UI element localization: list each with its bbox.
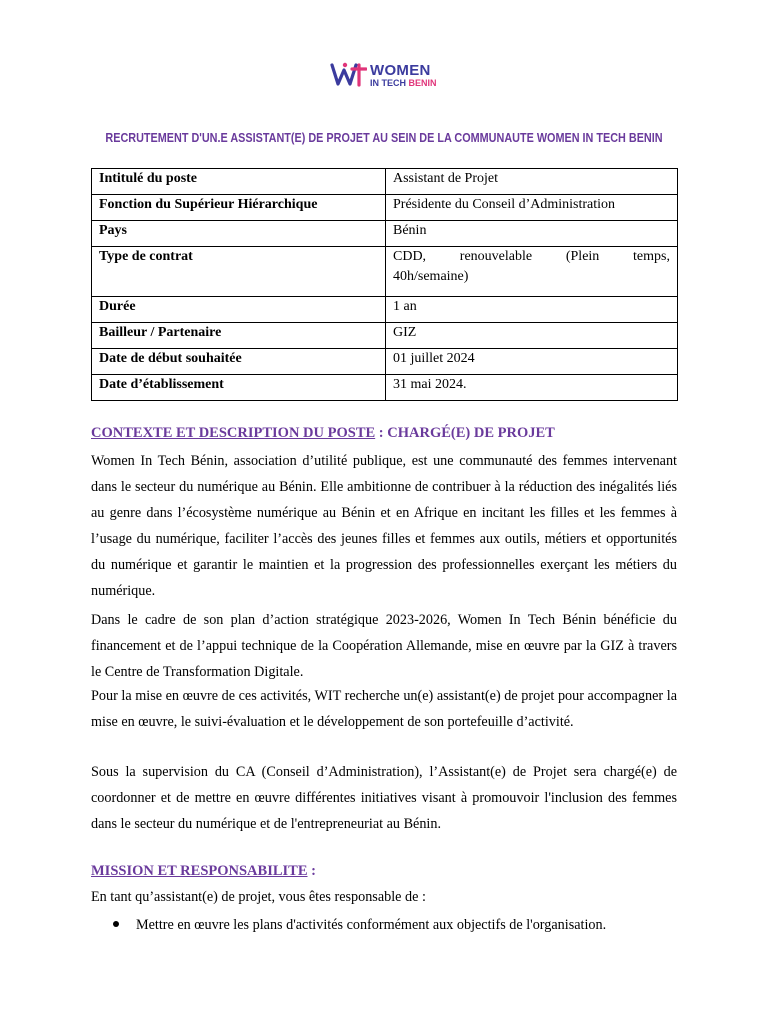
table-value: 01 juillet 2024 — [386, 349, 678, 375]
table-key: Bailleur / Partenaire — [92, 323, 386, 349]
table-key: Date d’établissement — [92, 375, 386, 401]
table-value: 31 mai 2024. — [386, 375, 678, 401]
table-row — [92, 323, 678, 349]
table-row — [92, 221, 678, 247]
table-value: Bénin — [386, 221, 678, 247]
wit-logo-icon — [329, 62, 367, 88]
logo-line-women: WOMEN — [370, 61, 431, 79]
job-info-table — [91, 168, 678, 401]
table-value: GIZ — [386, 323, 678, 349]
bullet-icon — [113, 921, 119, 927]
list-item: Mettre en œuvre les plans d'activités conformément aux objectifs de l'organisation. — [113, 914, 606, 936]
table-key: Fonction du Supérieur Hiérarchique — [92, 195, 386, 221]
table-row — [92, 247, 678, 297]
table-key: Pays — [92, 221, 386, 247]
table-key: Intitulé du poste — [92, 169, 386, 195]
table-row — [92, 349, 678, 375]
table-row — [92, 195, 678, 221]
document-title: RECRUTEMENT D'UN.E ASSISTANT(E) DE PROJET AU SEIN DE LA COMMUNAUTE WOMEN IN TECH BENIN — [105, 131, 663, 145]
logo-line-intech: IN TECH BENIN — [370, 77, 437, 88]
logo — [329, 62, 437, 88]
section-heading-context: CONTEXTE ET DESCRIPTION DU POSTE : CHARGÉ(E) DE PROJET — [91, 425, 555, 441]
table-key: Date de début souhaitée — [92, 349, 386, 375]
paragraph-supervision: Sous la supervision du CA (Conseil d’Administration), l’Assistant(e) de Projet sera chargé(e) de coordonner et de mettre en œuvre différentes initiatives visant à promouvoir l'inclusion des femmes dans le secteur du numérique et de l'entrepreneuriat au Bénin. — [91, 764, 677, 832]
paragraph-intro: Women In Tech Bénin, association d’utilité publique, est une communauté des femmes intervenant dans le secteur du numérique au Bénin. Elle ambitionne de contribuer à la réduction des inégalités liés au genre dans l’écosystème numérique au Bénin et en Afrique en incitant les filles et les femmes à l’usage du numérique, faciliter l’accès des jeunes filles et femmes aux outils, métiers et opportunités du numérique et garantir le maintien et la progression des professionnelles exerçant les métiers du numérique. — [91, 453, 677, 599]
table-row — [92, 375, 678, 401]
table-row — [92, 297, 678, 323]
paragraph-plan: Dans le cadre de son plan d’action stratégique 2023-2026, Women In Tech Bénin bénéficie du financement et de l’appui technique de la Coopération Allemande, mise en œuvre par la GIZ à travers le Centre de Transformation Digitale. — [91, 612, 677, 680]
table-key: Durée — [92, 297, 386, 323]
table-key: Type de contrat — [92, 247, 386, 297]
table-value: 1 an — [386, 297, 678, 323]
paragraph-recruit: Pour la mise en œuvre de ces activités, WIT recherche un(e) assistant(e) de projet pour accompagner la mise en œuvre, le suivi-évaluation et le développement de son portefeuille d’activité. — [91, 688, 677, 730]
table-value: CDD, renouvelable (Plein temps, 40h/semaine) — [386, 247, 678, 297]
table-value: Assistant de Projet — [386, 169, 678, 195]
logo-text — [370, 63, 437, 88]
paragraph-responsible: En tant qu’assistant(e) de projet, vous êtes responsable de : — [91, 889, 426, 905]
table-value: Présidente du Conseil d’Administration — [386, 195, 678, 221]
table-row — [92, 169, 678, 195]
section-heading-mission: MISSION ET RESPONSABILITE : — [91, 863, 316, 879]
